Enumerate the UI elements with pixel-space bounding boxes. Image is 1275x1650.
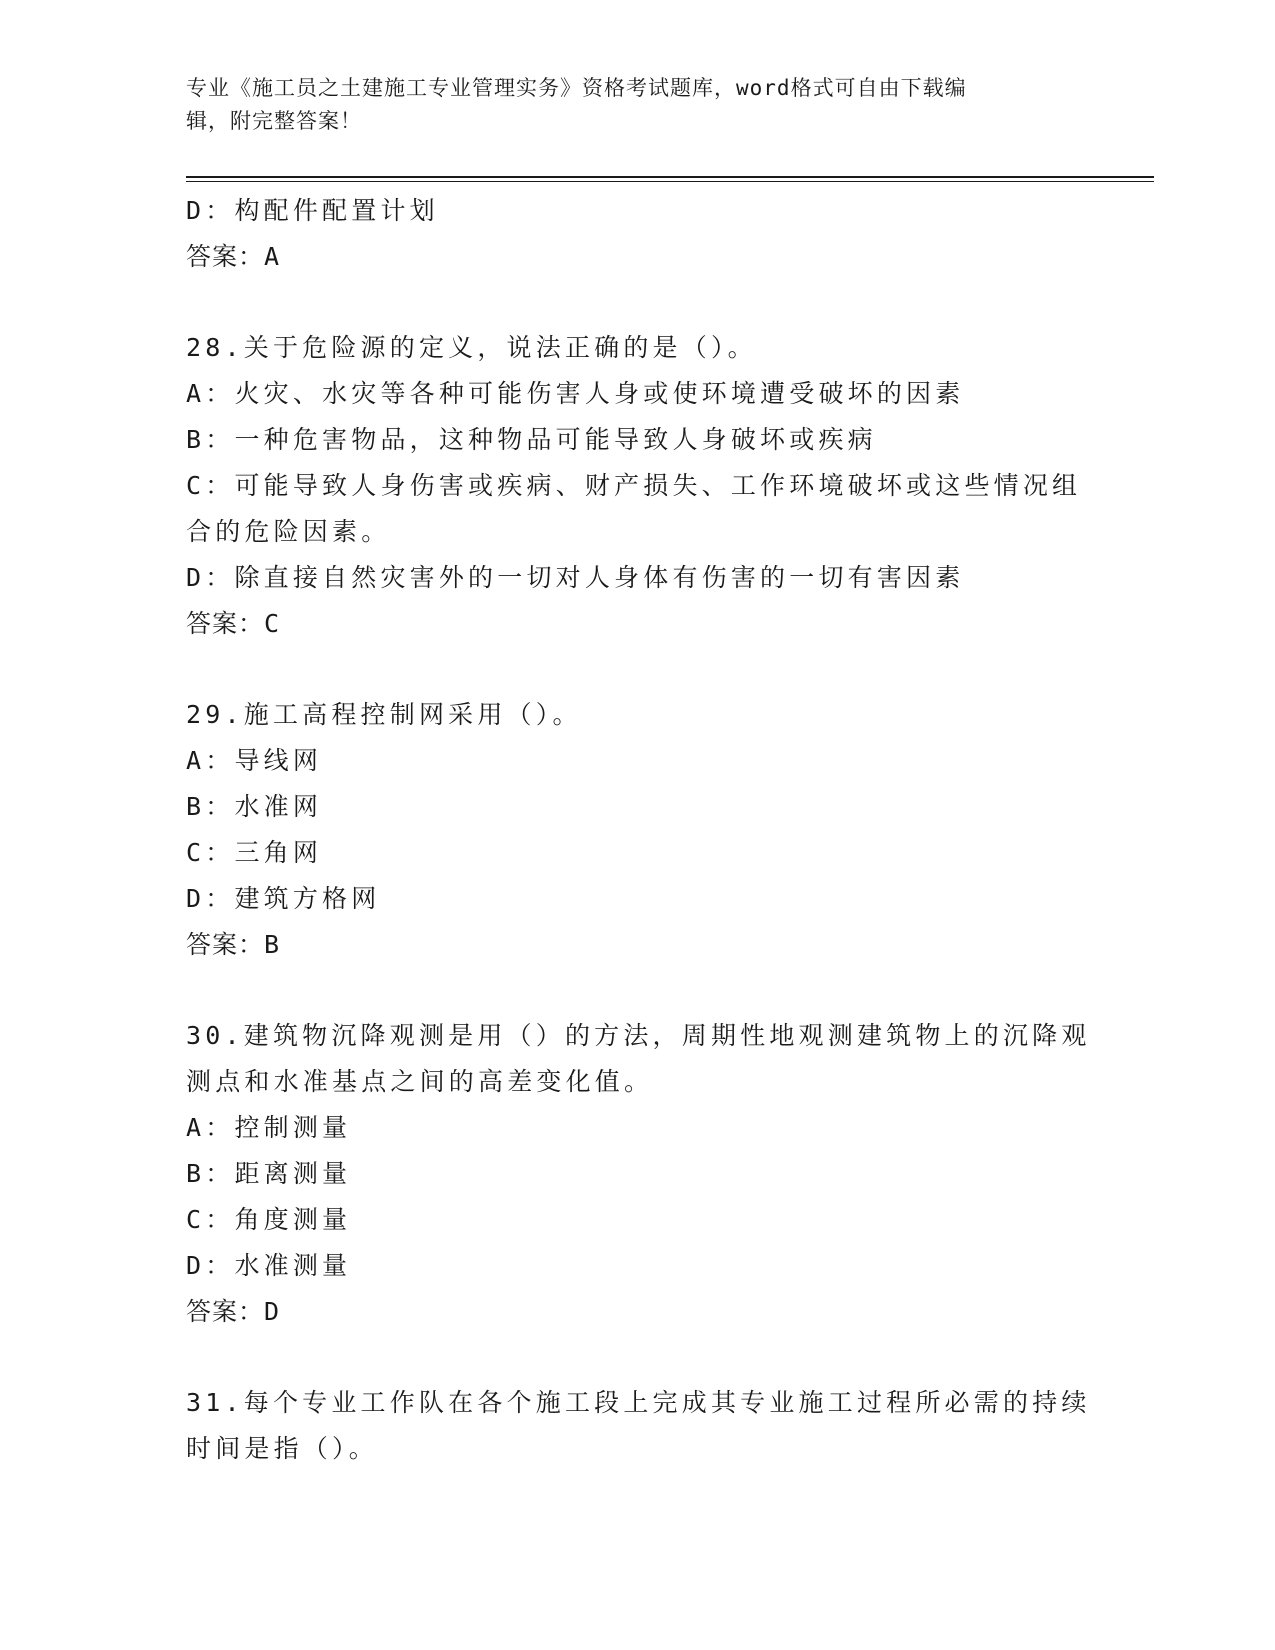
answer: 答案：C — [186, 609, 281, 638]
question-27-tail — [186, 188, 1086, 280]
question-stem: 29.施工高程控制网采用（）。 — [186, 700, 582, 729]
option-a: A：导线网 — [186, 746, 323, 775]
question-stem: 30.建筑物沉降观测是用（）的方法，周期性地观测建筑物上的沉降观 — [186, 1021, 1091, 1050]
option-c-continued: 合的危险因素。 — [186, 517, 391, 546]
option-a: A：火灾、水灾等各种可能伤害人身或使环境遭受破坏的因素 — [186, 379, 965, 408]
option-d: D：构配件配置计划 — [186, 196, 439, 225]
option-c: C：三角网 — [186, 838, 323, 867]
option-d: D：除直接自然灾害外的一切对人身体有伤害的一切有害因素 — [186, 563, 965, 592]
option-b: B：水准网 — [186, 792, 323, 821]
spacer — [186, 280, 1086, 325]
option-d: D：水准测量 — [186, 1251, 352, 1280]
answer: 答案：A — [186, 242, 281, 271]
question-stem-continued: 时间是指（）。 — [186, 1434, 378, 1463]
option-b: B：一种危害物品，这种物品可能导致人身破坏或疾病 — [186, 425, 877, 454]
question-28 — [186, 325, 1086, 647]
header-divider-thick — [186, 176, 1154, 178]
option-b: B：距离测量 — [186, 1159, 352, 1188]
option-c: C：角度测量 — [186, 1205, 352, 1234]
answer: 答案：B — [186, 930, 281, 959]
question-29 — [186, 692, 1086, 968]
question-stem: 28.关于危险源的定义，说法正确的是（）。 — [186, 333, 757, 362]
question-stem: 31.每个专业工作队在各个施工段上完成其专业施工过程所必需的持续 — [186, 1388, 1091, 1417]
option-c: C：可能导致人身伤害或疾病、财产损失、工作环境破坏或这些情况组 — [186, 471, 1082, 500]
header-divider-thin — [186, 181, 1154, 182]
document-header — [186, 72, 1066, 138]
question-content — [186, 188, 1091, 1472]
spacer — [186, 647, 1086, 692]
option-d: D：建筑方格网 — [186, 884, 381, 913]
question-30 — [186, 1013, 1091, 1335]
header-line-2: 辑，附完整答案！ — [186, 109, 362, 133]
answer: 答案：D — [186, 1297, 281, 1326]
header-line-1: 专业《施工员之土建施工专业管理实务》资格考试题库，word格式可自由下载编 — [186, 76, 967, 100]
spacer — [186, 1335, 1086, 1380]
option-a: A：控制测量 — [186, 1113, 352, 1142]
spacer — [186, 968, 1086, 1013]
question-31 — [186, 1380, 1091, 1472]
question-stem-continued: 测点和水准基点之间的高差变化值。 — [186, 1067, 654, 1096]
